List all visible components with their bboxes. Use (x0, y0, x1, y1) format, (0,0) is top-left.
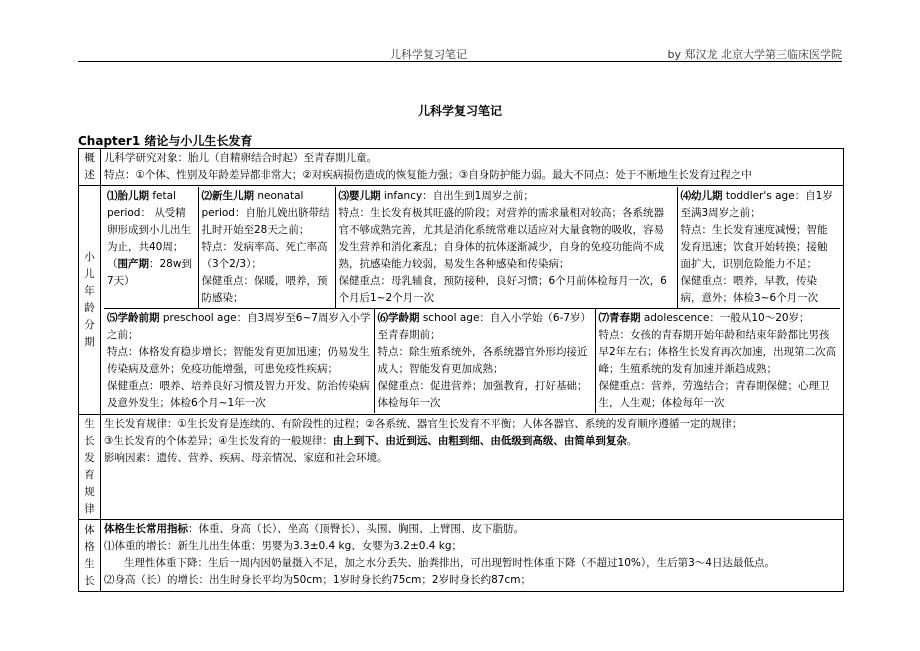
growth-rules-line-1: 生长发育规律：①生长发育是连续的、有阶段性的过程；②各系统、器官生长发育不平衡；人体各器官、系统的发育顺序遵循一定的规律； (104, 418, 743, 430)
growth-rules-label: 生长发育规律 (79, 415, 101, 520)
growth-rules-content (101, 415, 844, 520)
header-rule (78, 61, 842, 62)
overview-row (79, 149, 844, 186)
document-title: 儿科学复习笔记 (417, 104, 502, 118)
stage-adolescence (595, 309, 840, 414)
stage-neonatal-care: 保健重点：保暖，喂养，预防感染； (201, 275, 328, 304)
stage-school-head: ⑹学龄期 (377, 312, 420, 324)
age-stages-label: 小儿年龄分期 (79, 186, 101, 415)
stage-perinatal-head: 围产期 (117, 258, 149, 270)
age-stages-row (79, 186, 844, 415)
stage-preschool-feature: 特点：体格发育稳步增长；智能发育更加迅速；仍易发生传染病及意外；免疫功能增强，可患免疫性疾病； (107, 346, 370, 375)
physical-line-3: 生理性体重下降：生后一周内因奶量摄入不足，加之水分丢失、胎粪排出，可出现暂时性体重下降（不超过10%），生后第3～4日达最低点。 (104, 557, 775, 569)
physical-growth-content (101, 520, 844, 592)
running-header-title: 儿科学复习笔记 (390, 48, 467, 61)
running-header-author: by 郑汉龙 北京大学第三临床医学院 (667, 48, 842, 61)
stage-school-en: school age：自入小学始（6-7岁）至青春期前； (377, 312, 592, 341)
stage-preschool-head: ⑸学龄前期 (107, 312, 160, 324)
stage-infancy-en: infancy：自出生到1周岁之前； (380, 190, 534, 202)
physical-growth-row (79, 520, 844, 592)
growth-rules-row (79, 415, 844, 520)
age-stages-content (101, 186, 844, 415)
growth-rules-line-2-pre: ③生长发育的个体差异；④生长发育的一般规律： (104, 435, 333, 447)
stage-infancy-head: ⑶婴儿期 (338, 190, 381, 202)
stage-toddler-en: toddler's age：自1岁至满3周岁之前； (680, 190, 833, 219)
stage-toddler (677, 187, 840, 308)
overview-line-1: 儿科学研究对象：胎儿（自精卵结合时起）至青春期儿童。 (104, 152, 377, 164)
stage-adolescence-en: adolescence：一般从10～20岁； (640, 312, 810, 324)
physical-indicators-head: 体格生长常用指标 (104, 523, 188, 535)
stage-infancy (335, 187, 677, 308)
stage-neonatal-en: neonatal period： (201, 190, 304, 219)
stage-school-care: 保健重点：促进营养；加强教育，打好基础；体检每年一次 (377, 380, 588, 409)
stage-toddler-care: 保健重点：喂养，早教，传染病，意外；体检3~6个月一次 (680, 275, 819, 304)
stage-adolescence-feature: 特点：女孩的青春期开始年龄和结束年龄都比男孩早2年左右；体格生长发育再次加速，出现第二次高峰；生殖系统的发育加速并渐趋成熟； (598, 329, 837, 375)
physical-line-4: ⑵身高（长）的增长：出生时身长平均为50cm；1岁时身长约75cm；2岁时身长约87cm； (104, 574, 531, 586)
notes-table (78, 148, 844, 592)
stage-fetal-en: fetal period： (107, 190, 176, 219)
stage-infancy-care: 保健重点：母乳辅食，预防接种，良好习惯；6个月前体检每月一次，6个月后1~2个月一次 (338, 275, 667, 304)
stage-preschool-care: 保健重点：喂养、培养良好习惯及智力开发、防治传染病及意外发生；体检6个月~1年一次 (107, 380, 370, 409)
stage-preschool (104, 309, 374, 414)
chapter-heading: Chapter1 绪论与小儿生长发育 (78, 134, 253, 148)
growth-rules-line-2 (104, 433, 840, 450)
stage-adolescence-head: ⑺青春期 (598, 312, 641, 324)
stage-perinatal-body: ：28w到7天） (107, 258, 192, 287)
overview-content (101, 149, 844, 186)
stage-toddler-feature: 特点：生长发育速度减慢；智能发育迅速；饮食开始转换；接触面扩大，识别危险能力不足； (680, 224, 828, 270)
growth-rules-line-2-post: 。 (626, 435, 638, 447)
physical-line-1 (104, 521, 840, 538)
overview-label: 概述 (79, 149, 101, 186)
physical-indicators-list: ：体重、身高（长）、坐高（顶臀长）、头围、胸围、上臂围、皮下脂肪。 (188, 523, 524, 535)
stage-preschool-en: preschool age：自3周岁至6~7周岁入小学之前； (107, 312, 371, 341)
stage-fetal (104, 187, 198, 308)
stage-perinatal-open: （ (107, 258, 118, 270)
stage-adolescence-care: 保健重点：营养，劳逸结合；青春期保健；心理卫生，人生观；体检每年一次 (598, 380, 830, 409)
stage-school (374, 309, 595, 414)
stage-neonatal-head: ⑵新生儿期 (201, 190, 254, 202)
overview-line-2: 特点：①个体、性别及年龄差异都非常大；②对疾病损伤造成的恢复能力强；③自身防护能力弱。最大不同点：处于不断地生长发育过程之中 (104, 169, 752, 181)
stage-toddler-head: ⑷幼儿期 (680, 190, 723, 202)
growth-rules-general-pattern: 由上到下、由近到远、由粗到细、由低级到高级、由简单到复杂 (332, 435, 627, 447)
stages-row-1 (104, 187, 840, 308)
stage-school-feature: 特点：除生殖系统外，各系统器官外形均接近成人；智能发育更加成熟； (377, 346, 588, 375)
stage-neonatal-body: 自胎儿娩出脐带结扎时开始至28天之前； (201, 207, 330, 236)
physical-line-2: ⑴体重的增长：新生儿出生体重：男婴为3.3±0.4 kg、女婴为3.2±0.4 kg； (104, 540, 463, 552)
stage-fetal-head: ⑴胎儿期 (107, 190, 149, 202)
stage-neonatal (198, 187, 335, 308)
stage-fetal-body: 从受精卵形成到小儿出生为止，共40周； (107, 207, 191, 253)
physical-growth-label: 体格生长 (79, 520, 101, 592)
stages-row-2 (104, 308, 840, 413)
growth-rules-line-3: 影响因素：遗传、营养、疾病、母亲情况、家庭和社会环境。 (104, 452, 388, 464)
stage-infancy-feature: 特点：生长发育极其旺盛的阶段；对营养的需求量相对较高；各系统器官不够成熟完善，尤其是消化系统常难以适应对大量食物的吸收，容易发生营养和消化紊乱；自身体的抗体逐渐减少，自身的免疫功能尚不成熟，抗感染能力较弱，易发生各种感染和传染病； (338, 207, 664, 270)
stage-neonatal-feature: 特点：发病率高、死亡率高（3个2/3）； (201, 241, 328, 270)
